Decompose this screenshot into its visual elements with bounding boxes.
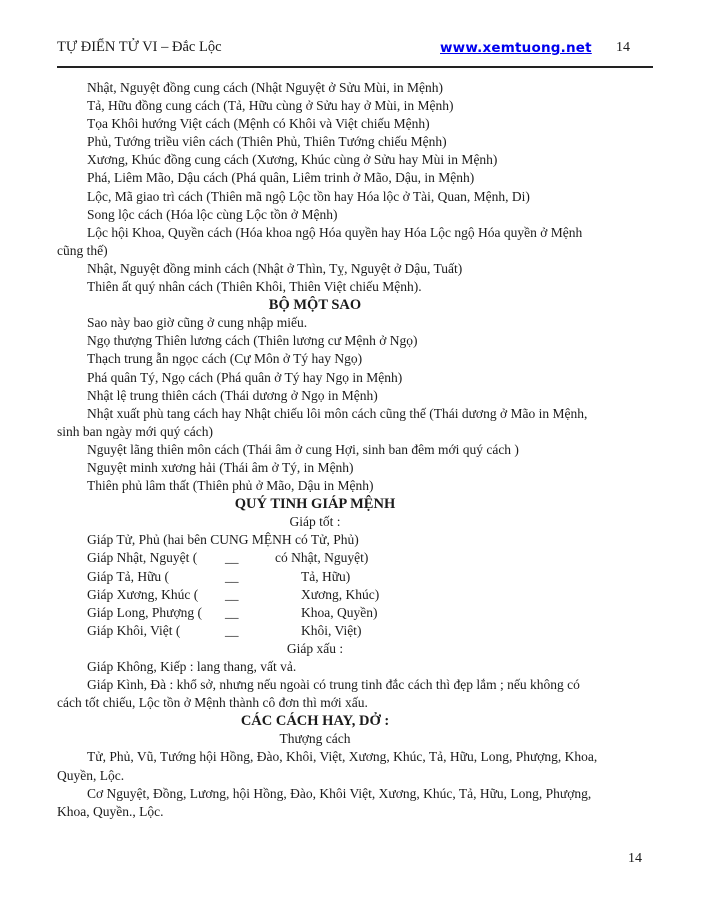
ditto-dash: __ <box>225 568 239 584</box>
ditto-dash: __ <box>225 550 239 566</box>
text-line: Nguyệt minh xương hải (Thái âm ở Tý, in Mệnh) <box>87 459 354 475</box>
text-line <box>57 549 656 567</box>
text-line <box>57 586 656 604</box>
ditto-dash: __ <box>225 622 239 638</box>
text-line: Tử, Phủ, Vũ, Tướng hội Hồng, Đào, Khôi, Việt, Xương, Khúc, Tả, Hữu, Long, Phượng, Khoa, <box>87 749 598 765</box>
column-left-label: Giáp Khôi, Việt ( <box>87 622 181 638</box>
column-right-label: Tả, Hữu) <box>301 568 351 584</box>
text-line: Phá quân Tý, Ngọ cách (Phá quân ở Tý hay Ngọ in Mệnh) <box>87 369 403 385</box>
text-line: Phủ, Tướng triều viên cách (Thiên Phủ, Thiên Tướng chiếu Mệnh) <box>87 134 447 150</box>
text-line: Thiên phủ lâm thất (Thiên phủ ở Mão, Dậu in Mệnh) <box>87 478 374 494</box>
text-line: Tọa Khôi hướng Việt cách (Mệnh có Khôi và Việt chiếu Mệnh) <box>87 116 430 132</box>
column-left-label: Giáp Tả, Hữu ( <box>87 568 170 584</box>
text-line: sinh ban ngày mới quý cách) <box>57 423 213 439</box>
text-line: Giáp Tử, Phủ (hai bên CUNG MỆNH có Tử, Phủ) <box>87 532 359 548</box>
column-right-label: Khoa, Quyền) <box>301 604 378 620</box>
text-line: Sao này bao giờ cũng ở cung nhập miếu. <box>87 315 308 331</box>
text-line: Nhật lệ trung thiên cách (Thái dương ở Ngọ in Mệnh) <box>87 387 378 403</box>
text-line: Tả, Hữu đồng cung cách (Tả, Hữu cùng ở Sửu hay ở Mùi, in Mệnh) <box>87 98 454 114</box>
text-line: Thiên ất quý nhân cách (Thiên Khôi, Thiên Việt chiếu Mệnh). <box>87 279 422 295</box>
text-line <box>57 568 656 586</box>
column-right-label: có Nhật, Nguyệt) <box>275 550 369 566</box>
text-line: Cơ Nguyệt, Đồng, Lương, hội Hồng, Đào, Khôi Việt, Xương, Khúc, Tả, Hữu, Long, Phượng, <box>87 785 592 801</box>
section-heading: CÁC CÁCH HAY, DỞ : <box>240 713 390 730</box>
text-line: Thạch trung ẫn ngọc cách (Cự Môn ở Tý hay Ngọ) <box>87 351 363 367</box>
column-left-label: Giáp Nhật, Nguyệt ( <box>87 550 198 566</box>
text-line: Xương, Khúc đồng cung cách (Xương, Khúc cùng ở Sửu hay Mùi in Mệnh) <box>87 152 498 168</box>
ditto-dash: __ <box>225 586 239 602</box>
text-line: Giáp Kình, Đà : khổ sở, nhưng nếu ngoài có trung tinh đắc cách thì đẹp lắm ; nếu không có <box>87 677 580 693</box>
text-line <box>57 622 656 640</box>
text-line: Quyền, Lộc. <box>57 767 125 783</box>
column-left-label: Giáp Long, Phượng ( <box>87 604 202 620</box>
website-link[interactable]: www.xemtuong.net <box>440 40 592 56</box>
text-line: Thượng cách <box>279 731 351 747</box>
text-line: Khoa, Quyền., Lộc. <box>57 803 164 819</box>
text-line <box>57 604 656 622</box>
text-line: Giáp xấu : <box>286 640 344 656</box>
section-heading: QUÝ TINH GIÁP MỆNH <box>234 496 396 513</box>
ditto-dash: __ <box>225 604 239 620</box>
text-line: Nguyệt lãng thiên môn cách (Thái âm ở cung Hợi, sinh ban đêm mới quý cách ) <box>87 441 519 457</box>
text-line: Nhật, Nguyệt đồng minh cách (Nhật ở Thìn, Tỵ, Nguyệt ở Dậu, Tuất) <box>87 260 463 276</box>
text-line: Lộc hội Khoa, Quyền cách (Hóa khoa ngộ Hóa quyền hay Hóa Lộc ngộ Hóa quyền ở Mệnh <box>87 224 583 240</box>
document-header-title: TỰ ĐIỂN TỬ VI – Đắc Lộc <box>57 39 222 55</box>
text-line: Phá, Liêm Mão, Dậu cách (Phá quân, Liêm trinh ở Mão, Dậu, in Mệnh) <box>87 170 475 186</box>
column-left-label: Giáp Xương, Khúc ( <box>87 586 199 602</box>
text-line: Nhật xuất phù tang cách hay Nhật chiếu lôi môn cách cũng thế (Thái dương ở Mão in Mệnh, <box>87 405 588 421</box>
section-heading: BỘ MỘT SAO <box>268 297 362 314</box>
header-divider-rule <box>57 66 653 68</box>
text-line: cũng thế) <box>57 242 108 258</box>
footer-page-number: 14 <box>628 851 642 866</box>
text-line: Nhật, Nguyệt đồng cung cách (Nhật Nguyệt ở Sửu Mùi, in Mệnh) <box>87 80 444 95</box>
text-line: cách tốt chiếu, Lộc tồn ở Mệnh thành cô đơn thì mới xấu. <box>57 695 368 711</box>
header-page-number: 14 <box>616 40 630 55</box>
document-body-text <box>57 79 656 821</box>
text-line: Lộc, Mã giao trì cách (Thiên mã ngộ Lộc tồn hay Hóa lộc ở Tài, Quan, Mệnh, Di) <box>87 188 530 204</box>
text-line: Song lộc cách (Hóa lộc cùng Lộc tồn ở Mệnh) <box>87 206 338 222</box>
text-line: Ngọ thượng Thiên lương cách (Thiên lương cư Mệnh ở Ngọ) <box>87 333 418 349</box>
column-right-label: Khôi, Việt) <box>301 622 362 638</box>
column-right-label: Xương, Khúc) <box>301 586 380 602</box>
text-line: Giáp Không, Kiếp : lang thang, vất vả. <box>87 659 297 674</box>
text-line: Giáp tốt : <box>289 514 341 530</box>
